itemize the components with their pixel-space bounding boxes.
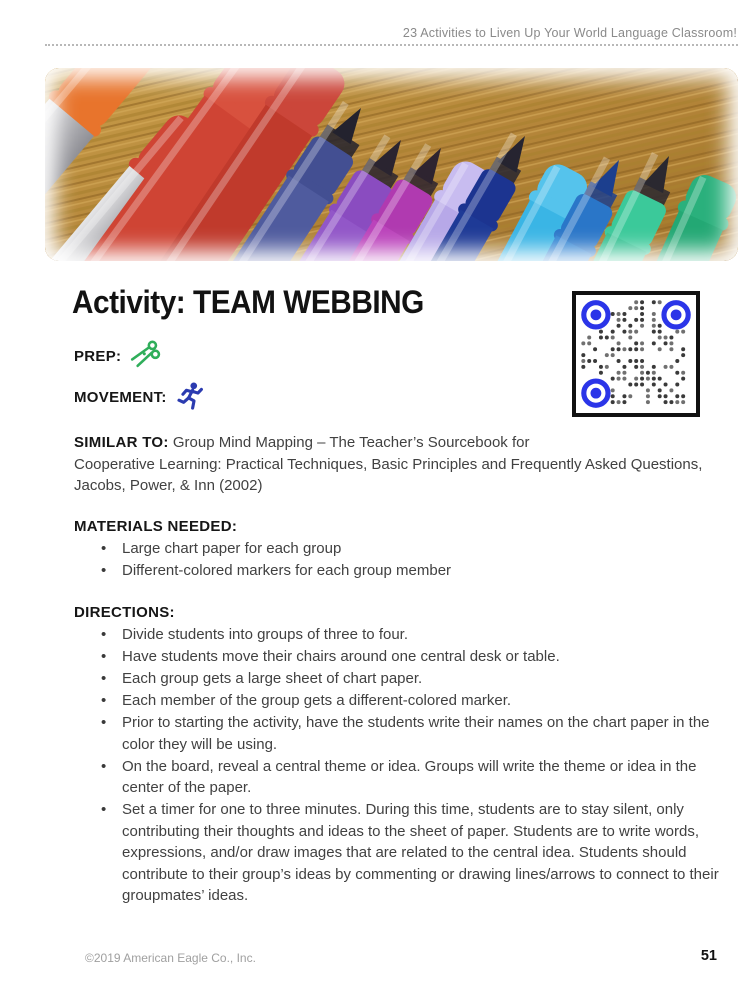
qr-code: [572, 291, 700, 417]
running-header: 23 Activities to Liven Up Your World Language Classroom!: [402, 26, 737, 40]
scissors-icon: [129, 340, 163, 372]
markers-photo-illustration: [45, 68, 738, 261]
movement-row: [74, 382, 207, 412]
directions-list: [74, 624, 722, 907]
list-item: • On the board, reveal a central theme or idea. Groups will write the theme or idea in the center of the paper.: [74, 756, 722, 799]
materials-label: MATERIALS NEEDED:: [74, 518, 238, 535]
materials-section: [74, 518, 722, 582]
markers-photo: [45, 68, 738, 261]
runner-icon: [175, 382, 207, 412]
prep-row: [74, 340, 163, 372]
list-item: • Each member of the group gets a different-colored marker.: [74, 690, 722, 712]
similar-to-paragraph: [74, 432, 719, 497]
materials-list: [74, 538, 722, 582]
qr-code-graphic: [580, 299, 692, 409]
list-item: • Set a timer for one to three minutes. During this time, students are to stay silent, only contributing their thoughts and ideas to the sheet of paper. Students are to write words, expressions, and/or draw images that are related to the central idea. Students should contribute to their group’s ideas by commenting or drawing lines/arrows to connect to their groupmates’ ideas.: [74, 799, 722, 907]
page-number: 51: [700, 948, 717, 964]
list-item: • Large chart paper for each group: [74, 538, 722, 560]
similar-to-line1: Group Mind Mapping – The Teacher’s Sourcebook for: [172, 434, 530, 451]
copyright-notice: ©2019 American Eagle Co., Inc.: [85, 951, 256, 965]
similar-to-line2: Cooperative Learning: Practical Techniques, Basic Principles and Frequently Asked Questions, Jacobs, Power, & Inn (2002): [74, 455, 703, 494]
list-item: • Prior to starting the activity, have the students write their names on the chart paper in the color they will be using.: [74, 712, 722, 755]
list-item: • Each group gets a large sheet of chart paper.: [74, 668, 722, 690]
list-item: • Divide students into groups of three to four.: [74, 624, 722, 646]
directions-label: DIRECTIONS:: [74, 604, 175, 621]
prep-label: PREP:: [74, 347, 122, 365]
similar-to-label: SIMILAR TO:: [74, 434, 169, 451]
header-rule: [45, 44, 738, 46]
directions-section: [74, 604, 722, 907]
movement-label: MOVEMENT:: [74, 388, 167, 406]
list-item: • Different-colored markers for each group member: [74, 560, 722, 582]
list-item: • Have students move their chairs around one central desk or table.: [74, 646, 722, 668]
page-title: Activity: TEAM WEBBING: [72, 284, 424, 320]
